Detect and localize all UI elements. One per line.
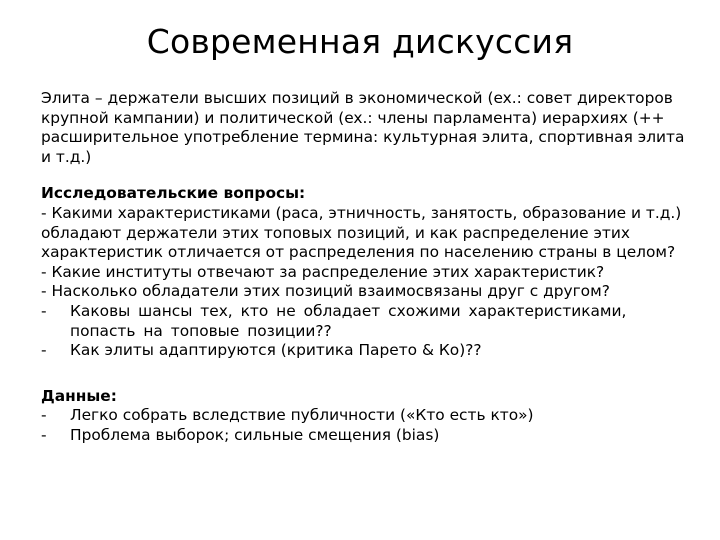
data-bullet-item (41, 426, 691, 446)
data-bullet-item (41, 406, 691, 426)
research-question-line: - Насколько обладатели этих позиций взаимосвязаны друг с другом? (41, 282, 610, 301)
data-section (41, 387, 691, 446)
research-question-line: - Какие институты отвечают за распределение этих характеристик? (41, 262, 605, 281)
bullet-dash: - (41, 406, 47, 425)
research-bullet-item (41, 302, 691, 341)
data-heading: Данные: (41, 386, 117, 405)
intro-paragraph: Элита – держатели высших позиций в экономической (ex.: совет директоров крупной кампании) и политической (ex.: члены парламента) иерархиях (++ расширительное употребление термина: культурная элита, спортивная элита и т.д.) (41, 89, 685, 166)
slide-content (41, 89, 691, 446)
slide-title: Современная дискуссия (146, 22, 574, 61)
research-question-line: - Какими характеристиками (раса, этничность, занятость, образование и т.д.) обладают держатели этих топовых позиций, и как распределение этих характеристик отличается от распределения по населению страны в целом? (41, 203, 682, 262)
data-bullet-text: Легко собрать вследствие публичности («Кто есть кто») (70, 406, 534, 425)
research-questions-heading: Исследовательские вопросы: (41, 184, 306, 203)
bullet-dash: - (41, 425, 47, 444)
data-bullet-text: Проблема выборок; сильные смещения (bias) (70, 425, 440, 444)
bullet-dash: - (41, 301, 47, 320)
research-questions-section (41, 184, 691, 360)
research-bullet-text: Каковы шансы тех, кто не обладает схожими характеристиками, попасть на топовые позиции?? (70, 301, 627, 340)
bullet-dash: - (41, 341, 47, 360)
research-bullet-item (41, 341, 691, 361)
research-bullet-text: Как элиты адаптируются (критика Парето & Ко)?? (70, 341, 482, 360)
